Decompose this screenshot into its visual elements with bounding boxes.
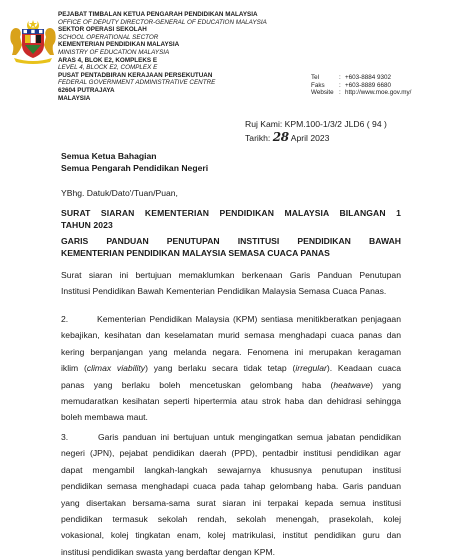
address-level-ms: ARAS 4, BLOK E2, KOMPLEKS E bbox=[58, 56, 158, 64]
letterhead bbox=[58, 11, 318, 102]
paragraph-line: memudaratkan kesihatan seperti hipertermia atau strok haba dan dehidrasi sehingga bbox=[61, 396, 401, 407]
circular-heading-line: SURAT SIARAN KEMENTERIAN PENDIDIKAN MALAYSIA BILANGAN 1 bbox=[61, 208, 401, 218]
paragraph-line: pendidikan semasa menghadapi cuaca pada tahap gelombang haba. Garis panduan bbox=[61, 481, 401, 492]
paragraph-number: 2. bbox=[61, 314, 69, 324]
office-name-ms: PEJABAT TIMBALAN KETUA PENGARAH PENDIDIKAN MALAYSIA bbox=[58, 11, 258, 18]
ministry-name-en: MINISTRY OF EDUCATION MALAYSIA bbox=[58, 48, 170, 56]
address-country: MALAYSIA bbox=[58, 94, 91, 102]
emphasis-text: climax viability bbox=[86, 363, 146, 374]
recipient-line: Semua Ketua Bahagian bbox=[61, 151, 157, 161]
address-centre-en: FEDERAL GOVERNMENT ADMINISTRATIVE CENTRE bbox=[58, 79, 216, 87]
tel-separator: : bbox=[339, 74, 341, 81]
salutation: YBhg. Datuk/Dato'/Tuan/Puan, bbox=[61, 188, 178, 198]
recipients bbox=[61, 150, 401, 174]
contact-web-row bbox=[311, 89, 411, 97]
tel-label: Tel bbox=[311, 74, 320, 81]
sector-name-en: SCHOOL OPERATIONAL SECTOR bbox=[58, 33, 159, 41]
fax-label: Faks bbox=[311, 81, 325, 89]
paragraph-line: kebajikan, kesihatan dan keselamatan murid semasa menghadapi cuaca panas dan bbox=[61, 330, 401, 341]
guideline-heading bbox=[61, 236, 401, 260]
contact-fax-row bbox=[311, 82, 411, 90]
paragraph-line: Surat siaran ini bertujuan memaklumkan berkenaan Garis Panduan Penutupan bbox=[61, 270, 401, 280]
paragraph-2 bbox=[61, 311, 401, 426]
paragraph-line bbox=[61, 360, 401, 376]
guideline-heading-line: GARIS PANDUAN PENUTUPAN INSTITUSI PENDIDIKAN BAWAH bbox=[61, 236, 401, 246]
paragraph-line: Institusi Pendidikan Bawah Kementerian Pendidikan Malaysia Semasa Cuaca Panas. bbox=[61, 286, 387, 297]
paragraph-line: yang disertakan bersama-sama surat siaran ini terpakai kepada semua institusi bbox=[61, 497, 401, 508]
guideline-heading-line: KEMENTERIAN PENDIDIKAN MALAYSIA SEMASA CUACA PANAS bbox=[61, 247, 330, 258]
contact-details bbox=[311, 74, 411, 97]
emphasis-text: heatwave bbox=[333, 379, 371, 390]
coat-of-arms-icon bbox=[8, 18, 58, 64]
address-level-en: LEVEL 4, BLOCK E2, COMPLEX E bbox=[58, 64, 158, 72]
address-centre-ms: PUSAT PENTADBIRAN KERAJAAN PERSEKUTUAN bbox=[58, 71, 213, 79]
paragraph-text: Kementerian Pendidikan Malaysia (KPM) sentiasa menitikberatkan penjagaan bbox=[97, 314, 401, 324]
ministry-name-ms: KEMENTERIAN PENDIDIKAN MALAYSIA bbox=[58, 41, 180, 49]
reference-block bbox=[245, 118, 387, 144]
office-name-en: OFFICE OF DEPUTY DIRECTOR-GENERAL OF EDUCATION MALAYSIA bbox=[58, 18, 267, 26]
paragraph-line: kering berpanjangan yang melanda negara. Fenomena ini merupakan keragaman bbox=[61, 346, 401, 357]
reference-date bbox=[245, 131, 387, 145]
date-day-handwritten: 28 bbox=[272, 129, 289, 144]
paragraph-text: iklim ( bbox=[61, 363, 87, 374]
paragraph-line: pendidikan termasuk sekolah rendah, sekolah menengah, prasekolah, kolej bbox=[61, 514, 401, 525]
address-postcode: 62604 PUTRAJAYA bbox=[58, 86, 115, 94]
paragraph-number: 3. bbox=[61, 432, 69, 442]
recipient-line: Semua Pengarah Pendidikan Negeri bbox=[61, 163, 209, 173]
paragraph-line bbox=[61, 377, 401, 393]
emphasis-text: irregular bbox=[295, 363, 327, 374]
date-month-year: April 2023 bbox=[290, 132, 330, 143]
reference-number: Ruj Kami: KPM.100-1/3/2 JLD6 ( 94 ) bbox=[245, 119, 387, 129]
circular-heading bbox=[61, 208, 401, 232]
paragraph-line: boleh membawa maut. bbox=[61, 412, 148, 423]
sector-name-ms: SEKTOR OPERASI SEKOLAH bbox=[58, 26, 147, 34]
paragraph-text: ) yang bbox=[370, 379, 402, 390]
web-label: Website bbox=[311, 89, 334, 97]
intro-paragraph bbox=[61, 267, 401, 300]
paragraph-line: institusi pendidikan swasta yang berdaftar dengan KPM. bbox=[61, 546, 276, 557]
paragraph-text: ) yang berlaku secara tidak tetap ( bbox=[145, 363, 296, 374]
paragraph-line: dapat mengambil langkah-langkah sewajarnya khususnya penutupan institusi bbox=[61, 464, 401, 475]
paragraph-line bbox=[61, 429, 401, 445]
paragraph-text: ). Keadaan cuaca bbox=[326, 363, 401, 374]
paragraph-3 bbox=[61, 429, 401, 560]
web-value[interactable]: http://www.moe.gov.my/ bbox=[345, 89, 412, 97]
paragraph-text: panas yang berlaku boleh mencetuskan gelombang haba ( bbox=[61, 379, 334, 390]
date-label: Tarikh: bbox=[245, 132, 271, 143]
tel-value: +603-8884 9302 bbox=[345, 74, 392, 81]
paragraph-text: Garis panduan ini bertujuan untuk mengingatkan semua jabatan pendidikan bbox=[97, 432, 402, 442]
paragraph-line bbox=[61, 311, 401, 327]
fax-value: +603-8889 6680 bbox=[345, 81, 392, 89]
paragraph-line: vokasional, kolej tingkatan enam, kolej matrikulasi, institut pendidikan guru dan bbox=[61, 530, 401, 541]
contact-tel-row bbox=[311, 74, 411, 82]
fax-separator: : bbox=[339, 81, 341, 89]
web-separator: : bbox=[339, 89, 341, 97]
circular-heading-line: TAHUN 2023 bbox=[61, 219, 113, 230]
paragraph-line: negeri (JPN), pejabat pendidikan daerah (PPD), pentadbir institusi pendidikan agar bbox=[61, 448, 401, 459]
